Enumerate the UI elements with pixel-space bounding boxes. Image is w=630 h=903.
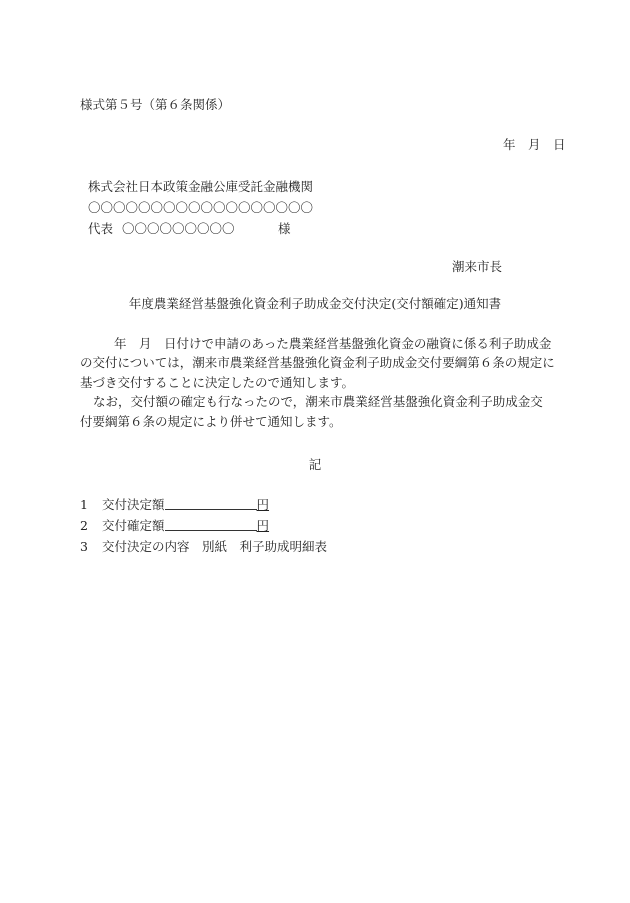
amount-blank [165, 517, 257, 531]
body-text [80, 334, 555, 431]
item-unit: 円 [256, 518, 270, 533]
form-number: 様式第５号（第６条関係） [80, 97, 231, 112]
addressee-placeholder-name: 〇〇〇〇〇〇〇〇〇〇〇〇〇〇〇〇〇〇 [88, 200, 314, 215]
body-paragraph-1: 年 月 日付けで申請のあった農業経営基盤強化資金の融資に係る利子助成金の交付については，潮来市農業経営基盤強化資金利子助成金交付要綱第６条の規定に基づき交付することに決定したので通知します。 [80, 336, 555, 390]
issuer: 潮来市長 [452, 259, 503, 274]
date-line: 年 月 日 [503, 137, 566, 152]
list-item [80, 517, 327, 538]
item-number: 1 [80, 497, 88, 512]
addressee-company: 株式会社日本政策金融公庫受託金融機関 [88, 179, 314, 194]
item-label: 交付決定額 [102, 497, 165, 512]
item-list [80, 496, 327, 559]
honorific: 様 [277, 221, 291, 236]
addressee-block [88, 178, 313, 241]
list-item [80, 496, 327, 517]
item-unit: 円 [256, 497, 270, 512]
amount-blank [165, 496, 257, 510]
item-number: 3 [80, 539, 88, 554]
representative-line [88, 220, 313, 241]
item-label: 交付決定の内容 別紙 利子助成明細表 [102, 539, 328, 554]
ki-heading: 記 [308, 457, 322, 472]
document-title: 年度農業経営基盤強化資金利子助成金交付決定(交付額確定)通知書 [128, 296, 502, 311]
body-paragraph-2: なお，交付額の確定も行なったので，潮来市農業経営基盤強化資金利子助成金交付要綱第６条の規定により併せて通知します。 [80, 394, 543, 429]
list-item [80, 538, 327, 559]
representative-name: 〇〇〇〇〇〇〇〇〇 [121, 221, 235, 236]
item-label: 交付確定額 [102, 518, 165, 533]
representative-label: 代表 [88, 221, 114, 236]
item-number: 2 [80, 518, 88, 533]
